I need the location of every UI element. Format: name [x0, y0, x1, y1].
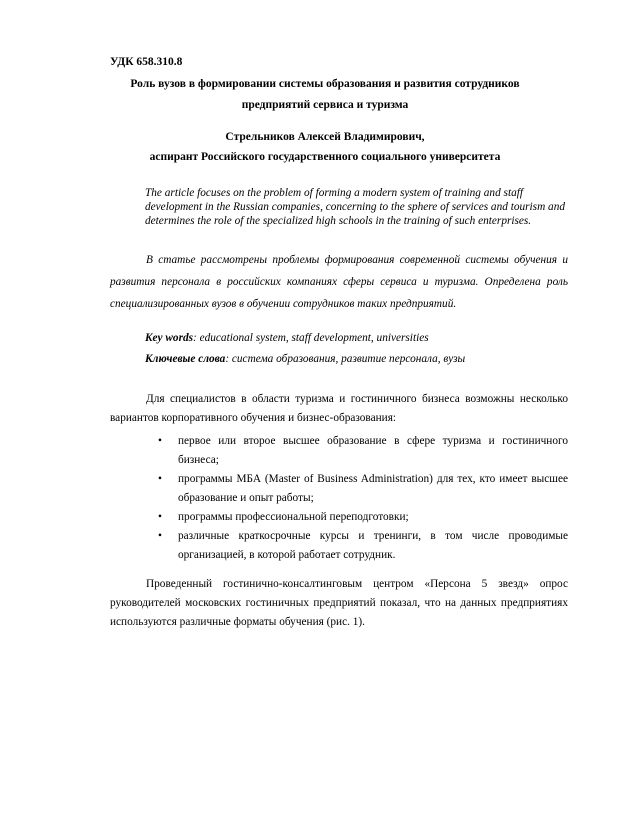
author-block	[110, 127, 540, 167]
keywords-english	[145, 328, 465, 349]
list-item-text: программы МБА (Master of Business Administration) для тех, кто имеет высшее образование и опыт работы;	[178, 473, 568, 504]
author-name: Стрельников Алексей Владимирович,	[225, 131, 425, 143]
bullet-icon: •	[158, 530, 162, 542]
keywords-russian-label: Ключевые слова	[145, 353, 226, 365]
keywords-block	[145, 328, 465, 370]
bullet-icon: •	[158, 511, 162, 523]
article-title: Роль вузов в формировании системы образования и развития сотрудников предприятий сервиса и туризма	[130, 78, 520, 111]
body-intro-paragraph: Для специалистов в области туризма и гостиничного бизнеса возможны несколько вариантов корпоративного обучения и бизнес-образования:	[110, 393, 568, 424]
list-item	[150, 508, 568, 527]
list-item	[150, 432, 568, 470]
author-affiliation: аспирант Российского государственного социального университета	[149, 151, 501, 163]
list-item-text: различные краткосрочные курсы и тренинги, в том числе проводимые организацией, в которой работает сотрудник.	[178, 530, 568, 561]
list-item	[150, 527, 568, 565]
keywords-english-text: : educational system, staff development, universities	[193, 332, 429, 344]
abstract-english: The article focuses on the problem of forming a modern system of training and staff development in the Russian companies, concerning to the sphere of services and tourism and determines the role of the specialized high schools in the training of such enterprises.	[145, 187, 565, 227]
body-survey-paragraph: Проведенный гостинично-консалтинговым центром «Персона 5 звезд» опрос руководителей московских гостиничных предприятий показал, что на данных предприятиях используются различные форматы обучения (рис. 1).	[110, 578, 568, 628]
udc-code: УДК 658.310.8	[110, 56, 183, 68]
list-item-text: первое или второе высшее образование в сфере туризма и гостиничного бизнеса;	[178, 435, 568, 466]
bullet-icon: •	[158, 435, 162, 447]
abstract-russian: В статье рассмотрены проблемы формирования современной системы обучения и развития персонала в российских компаниях сферы сервиса и туризма. Определена роль специализированных вузов в обучении сотрудников таких предприятий.	[110, 254, 568, 310]
keywords-russian-text: : система образования, развитие персонала, вузы	[225, 353, 466, 365]
keywords-english-label: Key words	[145, 332, 194, 344]
keywords-russian	[145, 349, 465, 370]
training-options-list	[150, 432, 568, 565]
list-item	[150, 470, 568, 508]
bullet-icon: •	[158, 473, 162, 485]
list-item-text: программы профессиональной переподготовки;	[178, 511, 409, 523]
